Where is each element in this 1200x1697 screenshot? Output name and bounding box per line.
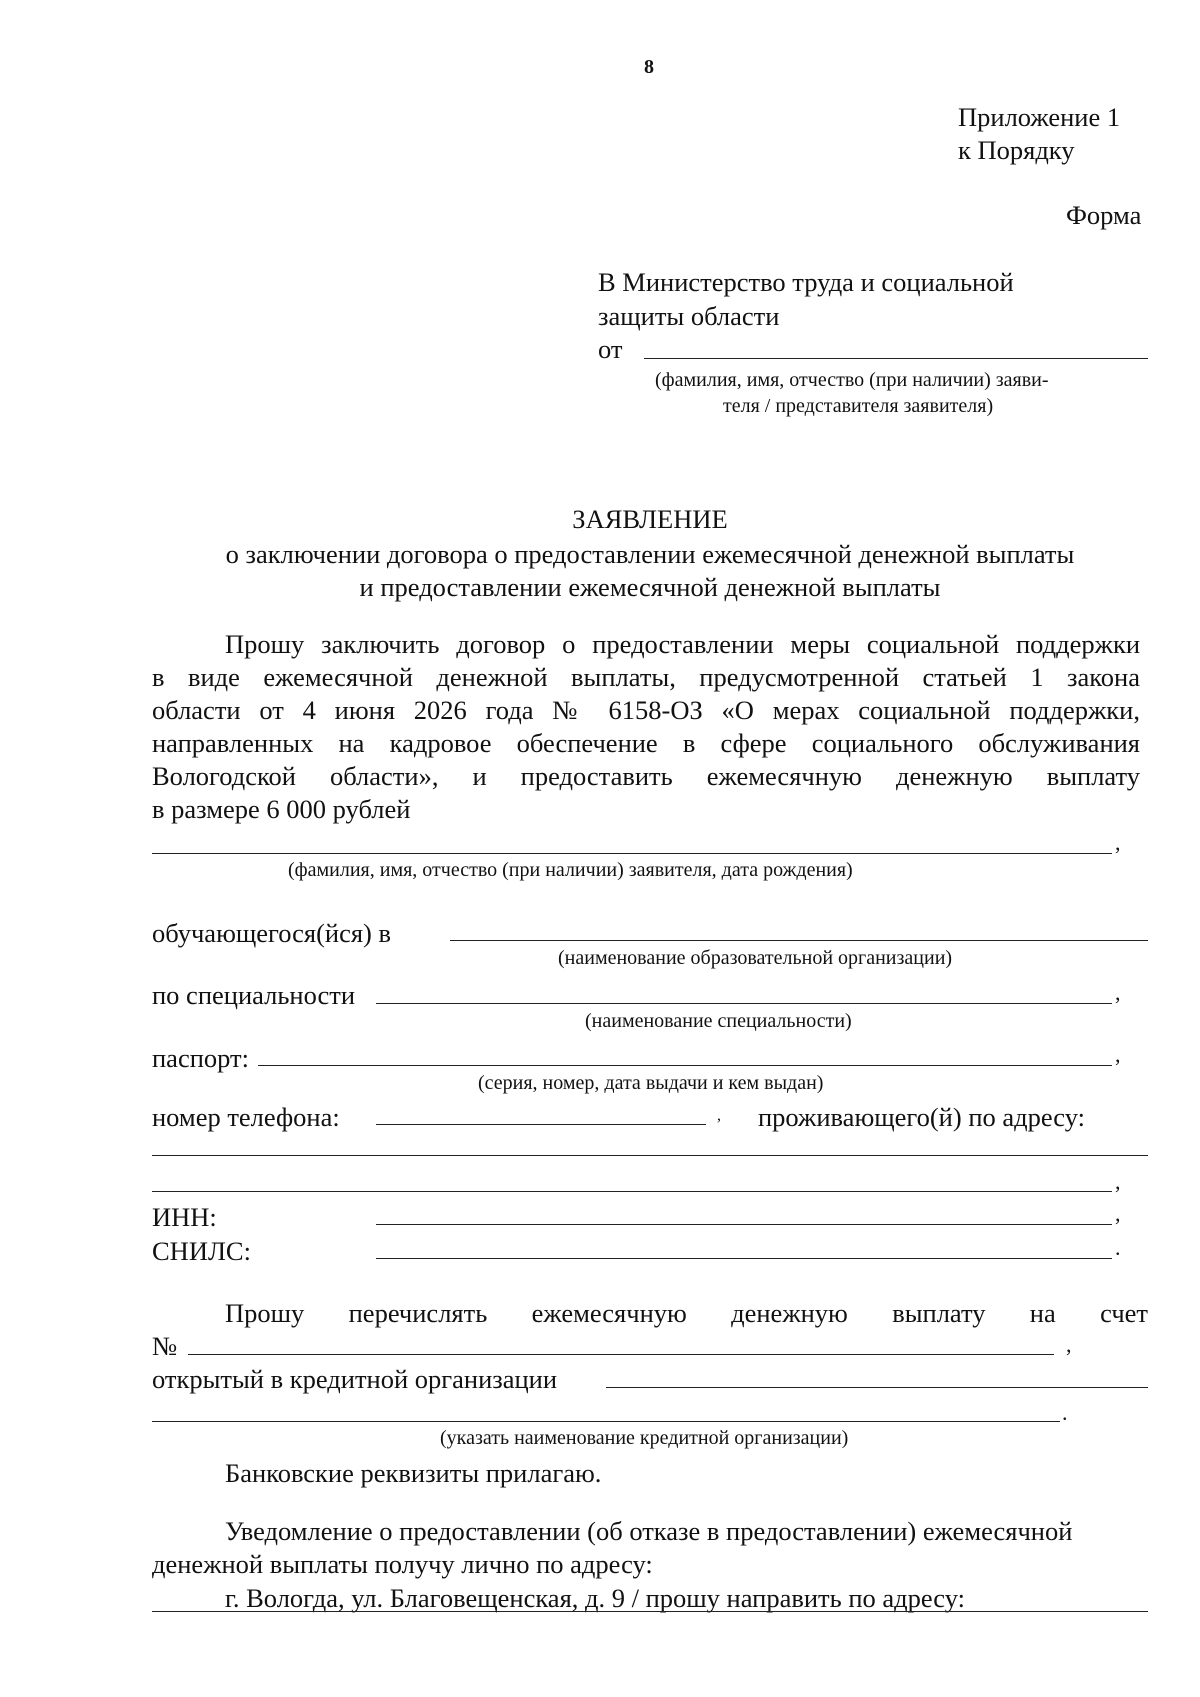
- period-mark: .: [1115, 1235, 1121, 1260]
- comma-mark: ,: [717, 1107, 721, 1124]
- student-label: обучающегося(йся) в: [152, 918, 392, 948]
- snils-label: СНИЛС:: [152, 1236, 251, 1266]
- passport-caption: (серия, номер, дата выдачи и кем выдан): [478, 1072, 824, 1094]
- comma-mark: ,: [1115, 980, 1121, 1005]
- phone-label: номер телефона:: [152, 1102, 340, 1132]
- passport-label: паспорт:: [152, 1043, 249, 1073]
- bank-caption: (указать наименование кредитной организации): [440, 1427, 849, 1449]
- education-org-line[interactable]: [450, 940, 1148, 941]
- addressee-caption-2: теля / представителя заявителя): [723, 395, 994, 417]
- inn-label: ИНН:: [152, 1202, 217, 1232]
- addressee-from-label: от: [598, 334, 623, 364]
- body-line-4: направленных на кадровое обеспечение в сфере социального обслуживания: [152, 728, 1140, 758]
- phone-line[interactable]: [376, 1124, 706, 1125]
- addressee-line-1: В Министерство труда и социальной: [598, 267, 1014, 297]
- body-line-5: Вологодской области», и предоставить ежемесячную денежную выплату: [152, 761, 1140, 791]
- notice-line-1: Уведомление о предоставлении (об отказе в предоставлении) ежемесячной: [225, 1516, 1073, 1546]
- comma-mark: ,: [1115, 1042, 1121, 1067]
- specialty-caption: (наименование специальности): [585, 1010, 852, 1032]
- document-title: ЗАЯВЛЕНИЕ: [572, 504, 728, 534]
- bank-opened-label: открытый в кредитной организации: [152, 1364, 558, 1394]
- addressee-caption-1: (фамилия, имя, отчество (при наличии) заяви-: [655, 369, 1049, 391]
- form-label: Форма: [1066, 200, 1142, 230]
- specialty-line[interactable]: [376, 1003, 1112, 1004]
- payment-request-line: Прошу перечислять ежемесячную денежную выплату на счет: [225, 1298, 1148, 1328]
- comma-mark: ,: [1115, 1201, 1121, 1226]
- body-line-1: Прошу заключить договор о предоставлении меры социальной поддержки: [225, 629, 1140, 659]
- applicant-name-line[interactable]: [152, 853, 1112, 854]
- address-label: проживающего(й) по адресу:: [758, 1102, 1085, 1132]
- appendix-line-2: к Порядку: [958, 135, 1075, 165]
- addressee-name-line[interactable]: [644, 358, 1148, 359]
- comma-mark: ,: [1115, 1169, 1121, 1194]
- document-subtitle-1: о заключении договора о предоставлении ежемесячной денежной выплаты: [225, 539, 1075, 569]
- specialty-label: по специальности: [152, 980, 356, 1010]
- account-number-line[interactable]: [188, 1354, 1054, 1355]
- passport-line[interactable]: [258, 1065, 1112, 1066]
- document-subtitle-2: и предоставлении ежемесячной денежной выплаты: [359, 572, 941, 602]
- comma-mark: ,: [1066, 1332, 1072, 1357]
- account-number-sign: №: [152, 1331, 178, 1361]
- bank-name-line-1[interactable]: [606, 1387, 1148, 1388]
- notice-line-3: г. Вологда, ул. Благовещенская, д. 9 / прошу направить по адресу:: [225, 1583, 965, 1613]
- appendix-line-1: Приложение 1: [958, 102, 1121, 132]
- bank-name-line-2[interactable]: [152, 1421, 1060, 1422]
- applicant-caption: (фамилия, имя, отчество (при наличии) заявителя, дата рождения): [288, 859, 853, 881]
- comma-mark: ,: [1115, 830, 1121, 855]
- body-line-2: в виде ежемесячной денежной выплаты, предусмотренной статьей 1 закона: [152, 662, 1140, 692]
- notice-line-2: денежной выплаты получу лично по адресу:: [152, 1549, 653, 1579]
- address-line-2[interactable]: [152, 1191, 1112, 1192]
- notice-address-line[interactable]: [152, 1611, 1148, 1612]
- bank-details-attached: Банковские реквизиты прилагаю.: [225, 1458, 602, 1488]
- addressee-line-2: защиты области: [598, 301, 780, 331]
- snils-line[interactable]: [376, 1258, 1112, 1259]
- inn-line[interactable]: [376, 1224, 1112, 1225]
- page-number: 8: [644, 56, 654, 78]
- period-mark: .: [1062, 1400, 1068, 1425]
- body-line-3: области от 4 июня 2026 года № 6158-ОЗ «О мерах социальной поддержки,: [152, 695, 1140, 725]
- body-line-6: в размере 6 000 рублей: [152, 794, 411, 824]
- address-line-1[interactable]: [152, 1155, 1148, 1156]
- education-org-caption: (наименование образовательной организации): [558, 947, 953, 969]
